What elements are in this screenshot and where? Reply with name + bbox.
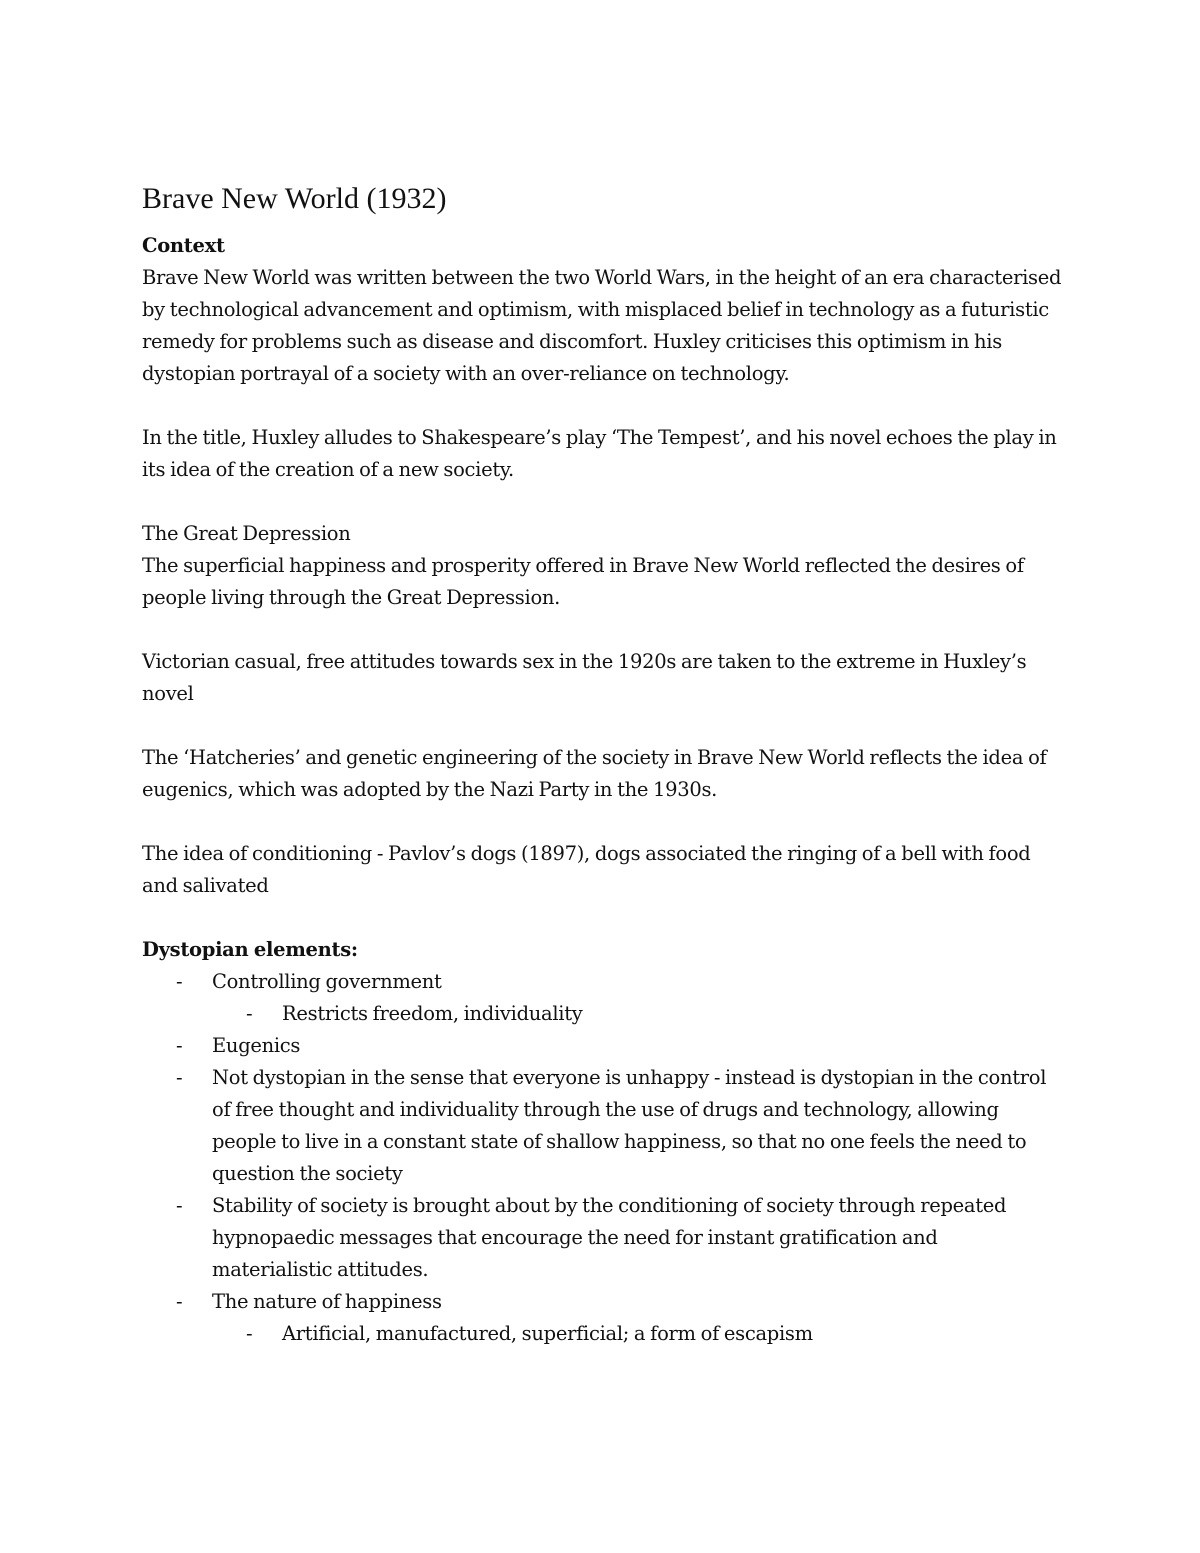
list-item	[142, 998, 1062, 1030]
list-item	[142, 966, 1062, 998]
bullet-dash: -	[176, 970, 183, 993]
spacer	[142, 390, 1062, 422]
bullet-dash: -	[176, 1066, 183, 1089]
spacer	[142, 614, 1062, 646]
victorian-paragraph: Victorian casual, free attitudes towards sex in the 1920s are taken to the extreme in Huxley’s novel	[142, 650, 1027, 705]
spacer	[142, 806, 1062, 838]
bullet-dash: -	[246, 1002, 253, 1025]
list-item-text: Controlling government	[212, 970, 442, 993]
title-allusion-paragraph: In the title, Huxley alludes to Shakespeare’s play ‘The Tempest’, and his novel echoes the play in its idea of the creation of a new society.	[142, 426, 1057, 481]
conditioning-paragraph: The idea of conditioning - Pavlov’s dogs (1897), dogs associated the ringing of a bell with food and salivated	[142, 842, 1031, 897]
bullet-dash: -	[176, 1194, 183, 1217]
context-heading: Context	[142, 234, 225, 257]
list-item	[142, 1190, 1062, 1286]
bullet-dash: -	[246, 1322, 253, 1345]
dystopian-heading: Dystopian elements:	[142, 938, 358, 961]
great-depression-heading: The Great Depression	[142, 522, 351, 545]
list-item-text: Restricts freedom, individuality	[282, 1002, 583, 1025]
spacer	[142, 902, 1062, 934]
list-item-text: Stability of society is brought about by the conditioning of society through repeated hypnopaedic messages that encourage the need for instant gratification and materialistic attitudes.	[212, 1194, 1007, 1281]
list-item	[142, 1030, 1062, 1062]
hatcheries-paragraph: The ‘Hatcheries’ and genetic engineering of the society in Brave New World reflects the idea of eugenics, which was adopted by the Nazi Party in the 1930s.	[142, 746, 1047, 801]
list-item	[142, 1318, 1062, 1350]
list-item-text: Artificial, manufactured, superficial; a form of escapism	[282, 1322, 813, 1345]
context-paragraph: Brave New World was written between the two World Wars, in the height of an era characterised by technological advancement and optimism, with misplaced belief in technology as a futuristic remedy for problems such as disease and discomfort. Huxley criticises this optimism in his dystopian portrayal of a society with an over-reliance on technology.	[142, 266, 1062, 385]
dystopian-list	[142, 966, 1062, 1350]
list-item	[142, 1286, 1062, 1318]
document-body	[142, 180, 1062, 1350]
bullet-dash: -	[176, 1290, 183, 1313]
list-item-text: Not dystopian in the sense that everyone is unhappy - instead is dystopian in the control of free thought and individuality through the use of drugs and technology, allowing people to live in a constant state of shallow happiness, so that no one feels the need to question the society	[212, 1066, 1047, 1185]
bullet-dash: -	[176, 1034, 183, 1057]
list-item-text: The nature of happiness	[212, 1290, 442, 1313]
list-item	[142, 1062, 1062, 1190]
list-item-text: Eugenics	[212, 1034, 301, 1057]
great-depression-paragraph: The superficial happiness and prosperity offered in Brave New World reflected the desires of people living through the Great Depression.	[142, 554, 1024, 609]
spacer	[142, 486, 1062, 518]
spacer	[142, 710, 1062, 742]
document-title: Brave New World (1932)	[142, 182, 447, 215]
